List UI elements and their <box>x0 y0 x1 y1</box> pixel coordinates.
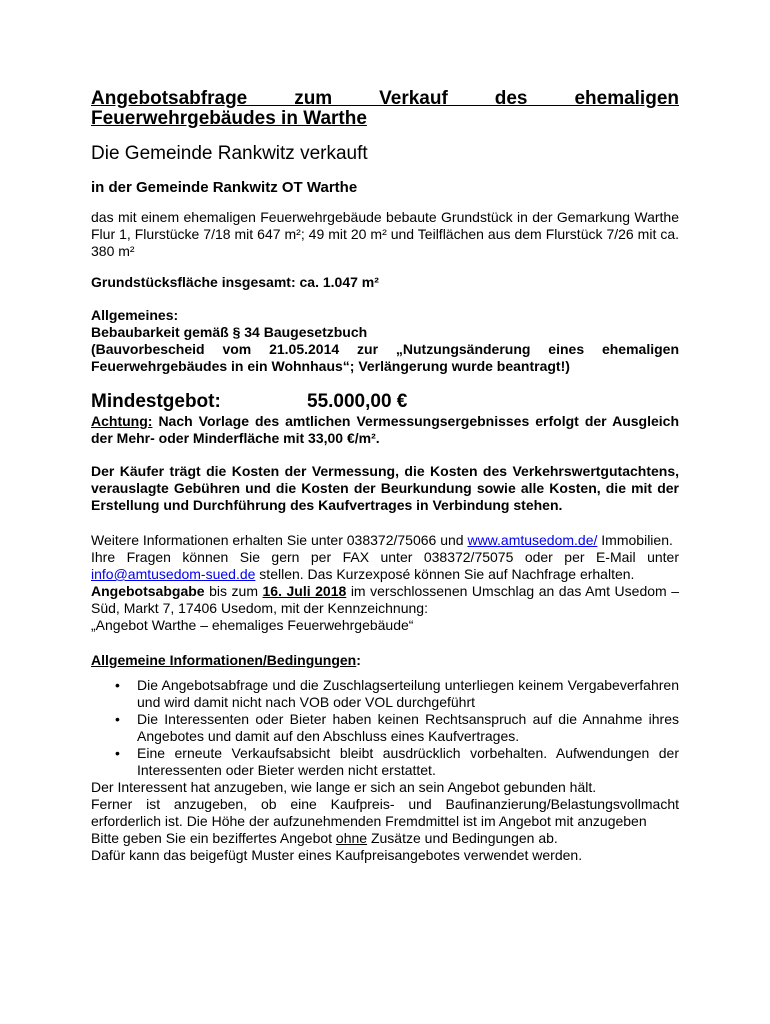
binding-period-note: Der Interessent hat anzugeben, wie lange er sich an sein Angebot gebunden hält. <box>91 779 597 795</box>
questions-text: Ihre Fragen können Sie gern per FAX unter 038372/75075 oder per E-Mail unter <box>91 549 679 565</box>
conditions-heading-text: Allgemeine Informationen/Bedingungen <box>91 652 357 668</box>
bullet-icon: • <box>115 711 120 727</box>
building-permit-note: (Bauvorbescheid vom 21.05.2014 zur „Nutzungsänderung eines ehemaligen Feuerwehrgebäudes in ein Wohnhaus“; Verlängerung wurde beantragt!) <box>91 341 679 374</box>
template-note: Dafür kann das beigefügt Muster eines Kaufpreisangebotes verwendet werden. <box>91 847 583 863</box>
questions-suffix: stellen. Das Kurzexposé können Sie auf Nachfrage erhalten. <box>255 566 635 582</box>
submission-text-1: bis zum <box>204 583 263 599</box>
property-description: das mit einem ehemaligen Feuerwehrgebäude bebaute Grundstück in der Gemarkung Warthe Flur 1, Flurstücke 7/18 mit 647 m²; 49 mit 20 m² und Teilflächen aus dem Flurstück 7/26 mit ca. 380 m² <box>91 209 679 259</box>
document-title: Angebotsabfrage zum Verkauf des ehemaligen Feuerwehrgebäudes in Warthe <box>91 88 679 129</box>
total-area: Grundstücksfläche insgesamt: ca. 1.047 m² <box>91 274 379 290</box>
general-heading: Allgemeines: <box>91 307 179 323</box>
offer-instruction-emphasis: ohne <box>335 830 368 846</box>
submission-text-2: im verschlossenen Umschlag an das Amt Usedom –Süd, Markt 7, 17406 Usedom, mit der Kennzeichnung: <box>91 583 679 616</box>
attention-note <box>91 413 679 447</box>
list-item <box>91 711 679 745</box>
contact-section <box>91 532 679 634</box>
document-body <box>91 89 679 864</box>
conditions-heading-colon: : <box>356 652 361 668</box>
list-item-text: Die Interessenten oder Bieter haben keinen Rechtsanspruch auf die Annahme ihres Angebotes und damit auf den Abschluss eines Kaufvertrages. <box>137 711 679 744</box>
list-item-text: Eine erneute Verkaufsabsicht bleibt ausdrücklich vorbehalten. Aufwendungen der Interessenten oder Bieter werden nicht erstattet. <box>137 745 679 778</box>
submission-line <box>91 583 679 617</box>
buildability-line: Bebaubarkeit gemäß § 34 Baugesetzbuch <box>91 324 368 340</box>
submission-label: Angebotsabgabe <box>91 583 205 599</box>
bullet-icon: • <box>115 745 120 761</box>
offer-instruction-text-1: Bitte geben Sie ein beziffertes Angebot <box>91 830 336 846</box>
submission-deadline: 16. Juli 2018 <box>262 583 347 599</box>
location-heading: in der Gemeinde Rankwitz OT Warthe <box>91 179 358 196</box>
list-item <box>91 745 679 779</box>
info-line <box>91 532 679 549</box>
attention-text: Nach Vorlage des amtlichen Vermessungsergebnisses erfolgt der Ausgleich der Mehr- oder Minderfläche mit 33,00 €/m². <box>91 413 679 446</box>
minimum-bid-label: Mindestgebot: <box>91 391 221 412</box>
financing-note: Ferner ist anzugeben, ob eine Kaufpreis- und Baufinanzierung/Belastungsvollmacht erforderlich ist. Die Höhe der aufzunehmenden Fremdmittel ist im Angebot mit anzugeben <box>91 796 679 829</box>
attention-label: Achtung: <box>91 413 153 429</box>
document-subtitle: Die Gemeinde Rankwitz verkauft <box>91 143 368 164</box>
offer-instruction-text-2: Zusätze und Bedingungen ab. <box>367 830 558 846</box>
minimum-bid-value: 55.000,00 € <box>307 391 408 412</box>
offer-instruction <box>91 830 679 847</box>
submission-keyword: „Angebot Warthe – ehemaliges Feuerwehrgebäude“ <box>91 617 414 633</box>
email-link[interactable]: info@amtusedom-sued.de <box>91 566 256 582</box>
info-suffix: Immobilien. <box>597 532 673 548</box>
list-item <box>91 677 679 711</box>
info-text: Weitere Informationen erhalten Sie unter 038372/75066 und <box>91 532 468 548</box>
conditions-list <box>91 677 679 779</box>
minimum-bid-row <box>91 391 679 413</box>
bullet-icon: • <box>115 677 120 693</box>
conditions-heading <box>91 652 679 669</box>
questions-line <box>91 549 679 583</box>
general-section <box>91 307 679 375</box>
list-item-text: Die Angebotsabfrage und die Zuschlagserteilung unterliegen keinem Vergabeverfahren und wird damit nicht nach VOB oder VOL durchgeführt <box>137 677 679 710</box>
website-link[interactable]: www.amtusedom.de/ <box>467 532 598 548</box>
buyer-costs-note: Der Käufer trägt die Kosten der Vermessung, die Kosten des Verkehrswertgutachtens, verauslagte Gebühren und die Kosten der Beurkundung sowie alle Kosten, die mit der Erstellung und Durchführung des Kaufvertrages in Verbindung stehen. <box>91 463 679 513</box>
